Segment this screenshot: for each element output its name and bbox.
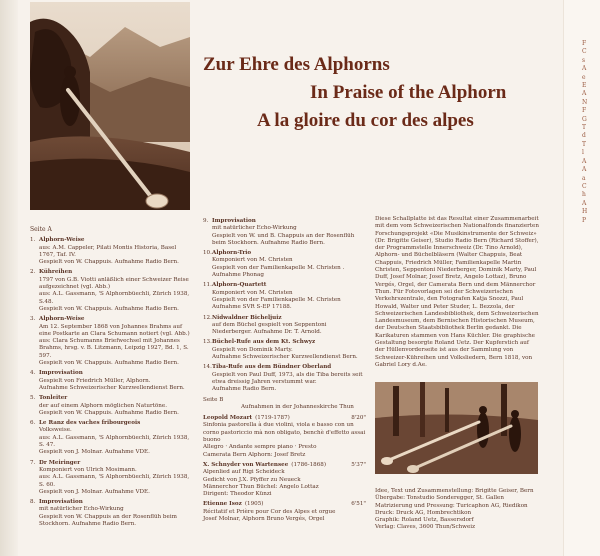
- work-detail: Dirigent: Theodor Künzi: [203, 491, 272, 498]
- side-a-column: [30, 226, 193, 531]
- track-heading: [30, 237, 193, 244]
- track-heading: [203, 250, 366, 257]
- track-entry: [30, 316, 193, 367]
- work-detail: Männerchor Thun Büchel: Angelo Lottaz: [203, 483, 319, 490]
- track-number: 7.: [30, 459, 36, 466]
- track-title: Nidwaldner Bicheljuiz: [212, 314, 282, 321]
- work-detail: Alpenlied auf Rigi Scheideck: [203, 469, 285, 476]
- track-entry: [30, 395, 193, 417]
- work-detail: Allegro · Andante sempre piano · Presto: [203, 444, 317, 451]
- track-title: Tonleiter: [39, 395, 68, 402]
- work-detail: Gedicht von J.X. Pfyffer zu Neueck: [203, 476, 301, 483]
- side-a-label: Seite A: [30, 226, 52, 233]
- colophon: [375, 488, 540, 532]
- track-title: Improvisation: [39, 370, 83, 377]
- track-detail: Gespielt von Paul Duff, 1973, als die Tiba bereits seit etwa dreissig Jahren verstummt war.: [212, 371, 363, 385]
- track-number: 3.: [30, 316, 36, 323]
- side-b-work: [203, 462, 366, 498]
- track-detail: Gespielt von J. Molnar. Aufnahme VDE.: [39, 488, 150, 495]
- side-a-track-list: [30, 237, 193, 528]
- track-detail: aus: A.L. Gassmann, 'S Alphornbüechli, Zürich 1938, S. 60.: [39, 474, 190, 488]
- title-french: A la gloire du cor des alpes: [257, 110, 474, 131]
- track-detail: auf dem Büchel gespielt von Seppentoni Niederberger. Aufnahme Dr. T. Arnold.: [212, 321, 327, 336]
- colophon-line: Idee, Text und Zusammenstellung: Brigitte Geiser, Bern: [375, 488, 534, 494]
- track-heading: [30, 460, 193, 467]
- track-heading: [203, 364, 366, 371]
- track-heading: [30, 269, 193, 276]
- track-detail: Gespielt von Friedrich Müller, Alphorn.: [39, 377, 151, 384]
- track-heading: [203, 218, 366, 225]
- title-german: Zur Ehre des Alphorns: [203, 54, 390, 75]
- alphorn-duet-photo: [375, 382, 538, 474]
- side-b-work-list: [203, 415, 366, 523]
- work-detail: Sinfonia pastorella à due violini, viola e basso con un corno pastoriccio mà non obligato, benchè d'effetto assai buono: [203, 422, 366, 444]
- track-entry: [203, 250, 366, 279]
- colophon-line: Matrizierung und Pressung: Turicaphon AG, Riedikon: [375, 502, 528, 509]
- composer-dates: (1719-1787): [255, 415, 290, 422]
- track-detail: Gespielt von W. Chappuis. Aufnahme Radio Bern.: [39, 259, 179, 266]
- track-title: Le Ranz des vaches fribourgeois: [39, 420, 141, 427]
- work-detail: Camerata Bern Alphorn: Josef Bretz: [203, 451, 306, 458]
- credits-column: [375, 216, 540, 369]
- composer-dates: (1786-1868): [291, 461, 327, 468]
- track-title: Kühreihen: [39, 269, 73, 276]
- track-detail: 1797 von G.B. Viotti anläßlich einer Schweizer Reise aufgezeichnet (vgl. Abb.): [39, 276, 189, 291]
- track-entry: [203, 364, 366, 393]
- track-heading: [30, 316, 193, 323]
- track-number: 13.: [203, 339, 212, 346]
- colophon-line: Graphik: Roland Uetz, Bassersdorf: [375, 517, 474, 524]
- track-heading: [30, 370, 193, 377]
- side-b-work: [203, 415, 366, 459]
- track-detail: mit natürlicher Echo-Wirkung: [39, 506, 124, 513]
- composer-name: Leopold Mozart: [203, 415, 253, 422]
- track-detail: Gespielt von der Familienkapelle M. Christen . Aufnahme Phonag: [212, 264, 345, 279]
- track-heading: [30, 499, 193, 506]
- work-duration: 5'37": [351, 461, 366, 468]
- track-number: 9.: [203, 218, 209, 224]
- track-detail: Aufnahme Schweizerischer Kurzwellendienst Bern.: [212, 354, 358, 361]
- work-duration: 8'20": [351, 415, 366, 422]
- track-detail: Aufnahme Radio Bern.: [212, 386, 277, 393]
- track-detail: Gespielt von W. Chappuis. Aufnahme Radio Bern.: [39, 305, 179, 312]
- track-detail: mit natürlicher Echo-Wirkung: [212, 225, 297, 232]
- track-detail: Aufnahme SVR S-EP 17188.: [212, 304, 292, 311]
- colophon-line: Druck: Druck AG, Hombrechtikon: [375, 509, 472, 516]
- work-duration: 6'51": [351, 501, 366, 508]
- alphorn-player-photo: [30, 2, 190, 210]
- track-title: Alphorn-Weise: [39, 237, 85, 244]
- work-heading: [203, 501, 366, 508]
- side-b-header: [203, 397, 366, 412]
- track-number: 5.: [30, 395, 36, 402]
- track-title: Alphorn-Quartett: [212, 282, 267, 289]
- track-number: 4.: [30, 370, 36, 377]
- track-entry: [30, 499, 193, 528]
- track-detail: Gespielt von W. Chappuis. Aufnahme Radio Bern.: [39, 360, 179, 367]
- track-number: 10.: [203, 250, 212, 257]
- track-detail: Gespielt von W. und B. Chappuis an der Rosenflüh beim Stockhorn. Aufnahme Radio Bern.: [212, 232, 355, 246]
- track-detail: Volksweise.: [39, 427, 72, 434]
- track-entry: [30, 237, 193, 266]
- colophon-line: Verlag: Claves, 3600 Thun/Schweiz: [375, 524, 476, 531]
- track-title: Improvisation: [212, 218, 256, 224]
- work-detail: Récitatif et Prière pour Cor des Alpes et orgue: [203, 508, 336, 515]
- track-entry: [203, 315, 366, 337]
- track-detail: Komponiert von M. Christen: [212, 289, 293, 296]
- track-heading: [203, 315, 366, 322]
- track-entry: [203, 218, 366, 247]
- track-detail: aus: A.M. Cappeler, Pilati Montis Historia, Basel 1767, Taf. IV.: [39, 244, 177, 258]
- spine-shadow: [0, 0, 18, 556]
- track-title: Dr Meiringer: [39, 459, 81, 466]
- track-number: 11.: [203, 282, 212, 289]
- track-number: 12.: [203, 314, 212, 321]
- track-detail: aus: Clara Schumanns Briefwechsel mit Johannes Brahms, hrsg. v. B. Litzmann, Leipzig 1927, Bd. 1, S. 597.: [39, 338, 189, 359]
- track-detail: Gespielt von W. Chappuis. Aufnahme Radio Bern.: [39, 409, 179, 416]
- track-entry: [203, 282, 366, 311]
- track-entry: [30, 420, 193, 456]
- track-detail: der auf einem Alphorn möglichen Naturtöne.: [39, 402, 167, 409]
- track-heading: [30, 395, 193, 402]
- track-detail: Gespielt von der Familienkapelle M. Christen: [212, 296, 341, 303]
- adjacent-page-text: F C s A e E A N F G T d T l A A a C h A H P: [582, 40, 588, 224]
- colophon-line: Übergabe: Tonstudio Sonderegger, St. Gallen: [375, 495, 504, 502]
- track-detail: Gespielt von J. Molnar. Aufnahme VDE.: [39, 449, 150, 456]
- track-detail: aus: A.L. Gassmann, 'S Alphornbüechli, Zürich 1938, S.48.: [39, 291, 190, 305]
- track-title: Büchel-Rufe aus dem Kt. Schwyz: [212, 339, 316, 346]
- track-heading: [203, 339, 366, 346]
- track-detail: aus: A.L. Gassmann, 'S Alphornbüechli, Zürich 1938, S. 47.: [39, 434, 190, 449]
- title-english: In Praise of the Alphorn: [310, 82, 507, 103]
- side-a-b-column: [203, 218, 366, 526]
- track-title: Alphorn-Weise: [39, 316, 85, 323]
- track-detail: Am 12. September 1868 von Johannes Brahms auf eine Postkarte an Clara Schumann notiert (vgl. Abb.): [39, 323, 190, 337]
- track-detail: Gespielt von W. Chappuis an der Rosenflüh beim Stockhorn. Aufnahme Radio Bern.: [39, 513, 177, 527]
- track-entry: [203, 339, 366, 361]
- track-title: Improvisation: [39, 499, 83, 506]
- track-number: 6.: [30, 420, 36, 427]
- composer-name: X. Schnyder von Wartensee: [203, 461, 289, 468]
- side-a-continued-list: [203, 218, 366, 394]
- side-b-work: [203, 501, 366, 523]
- track-detail: Komponiert von Ulrich Mosimann.: [39, 466, 137, 473]
- composer-dates: (1905): [244, 501, 264, 508]
- track-detail: Gespielt von Dominik Marty.: [212, 346, 293, 353]
- track-entry: [30, 269, 193, 313]
- work-heading: [203, 462, 366, 469]
- track-number: 2.: [30, 269, 36, 276]
- track-number: 14.: [203, 364, 212, 371]
- side-b-recording-note: Aufnahmen in der Johanneskirche Thun: [241, 403, 354, 410]
- adjacent-page-strip: [563, 0, 600, 556]
- track-detail: Komponiert von M. Christen: [212, 257, 293, 264]
- track-number: 8.: [30, 499, 36, 506]
- track-detail: Aufnahme Schweizerischer Kurzwellendienst Bern.: [39, 384, 185, 391]
- track-title: Alphorn-Trio: [212, 250, 252, 257]
- track-heading: [203, 282, 366, 289]
- track-entry: [30, 370, 193, 392]
- credits-text: Diese Schallplatte ist das Resultat einer Zusammenarbeit mit dem vom Schweizerischen Nationalfonds finanzierten Forschungsprojekt «Die Musikinstrumente der Schweiz» (Dr. Brigitte Geiser), Studio Radio Bern (Richard Stoffer), der Programmstelle Innerschweiz (Dr. Tino Arnold), Alphorn- und Büchelbläsern (Walter Chappuis, Beat Chappuis, Friedrich Müller, Familienkapelle Martin Christen, Seppentoni Niederberger, Dominik Marty, Paul Duff, Josef Molnar, Josef Bretz, Angelo Lottaz), Bruno Vergés, Orgel, der Camerata Bern und dem Männerchor Thun. Für Fotovorlagen sei der Schweizerischen Verkehrszentrale, den Fotografen Katja Snozzi, Paul Howald, Walter und Peter Studer, L. Bezzola, der Schweizerischen Landesbibliothek, dem Schweizerischen Landesmuseum, dem Bernischen Historischen Museum, der Deutschen Staatsbibliothek Berlin gedankt. Die Karikaturen stammen von Hans Küchler. Die graphische Gestaltung besorgte Roland Uetz. Der Kupferstich auf der Hüllenvorderseite ist aus der Sammlung von Schweizer-Kühreihen und Volksliedern, Bern 1818, von Gabriel Lory d.Ae.: [375, 216, 539, 368]
- side-b-label: Seite B: [203, 396, 224, 403]
- work-detail: Josef Molnar, Alphorn Bruno Vergés, Orgel: [203, 515, 325, 522]
- track-number: 1.: [30, 237, 36, 244]
- composer-name: Etienne Isoz: [203, 501, 242, 508]
- track-entry: [30, 460, 193, 496]
- track-heading: [30, 420, 193, 427]
- track-title: Tiba-Rufe aus dem Bündner Oberland: [212, 364, 332, 371]
